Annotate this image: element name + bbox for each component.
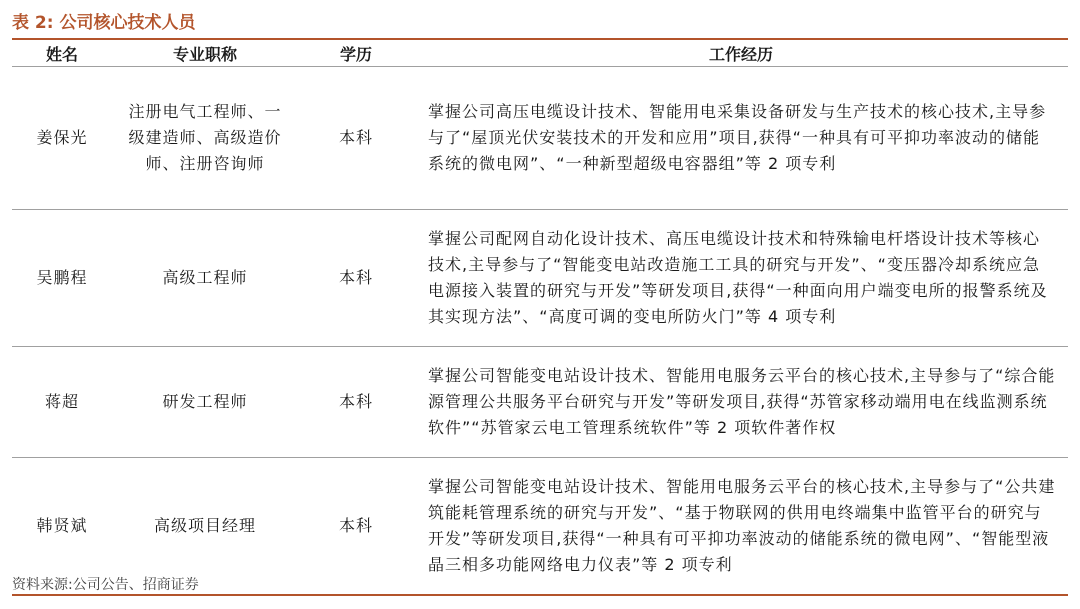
cell-name: 韩贤斌 (12, 458, 112, 596)
header-name: 姓名 (12, 40, 112, 67)
table-row (12, 347, 1068, 458)
header-education: 学历 (298, 40, 414, 67)
cell-experience: 掌握公司智能变电站设计技术、智能用电服务云平台的核心技术,主导参与了“综合能源管理公共服务平台研究与开发”等研发项目,获得“苏管家移动端用电在线监测系统软件”“苏管家云电工管理系统软件”等 2 项软件著作权 (414, 347, 1068, 458)
cell-education: 本科 (298, 67, 414, 210)
table-caption (12, 10, 195, 36)
cell-education: 本科 (298, 347, 414, 458)
cell-experience: 掌握公司智能变电站设计技术、智能用电服务云平台的核心技术,主导参与了“公共建筑能耗管理系统的研究与开发”、“基于物联网的供用电终端集中监管平台的研究与开发”等研发项目,获得“一种具有可平抑功率波动的储能系统的微电网”、“智能型液晶三相多功能网络电力仪表”等 2 项专利 (414, 458, 1068, 596)
source-note: 资料来源:公司公告、招商证券 (12, 577, 199, 593)
header-experience: 工作经历 (414, 40, 1068, 67)
caption-title: 公司核心技术人员 (59, 13, 196, 33)
cell-education: 本科 (298, 458, 414, 596)
cell-education: 本科 (298, 210, 414, 347)
header-title: 专业职称 (112, 40, 298, 67)
table-row (12, 210, 1068, 347)
cell-title: 注册电气工程师、一级建造师、高级造价师、注册咨询师 (112, 67, 298, 210)
cell-title: 高级项目经理 (112, 458, 298, 596)
table-header-row (12, 40, 1068, 67)
cell-experience: 掌握公司配网自动化设计技术、高压电缆设计技术和特殊输电杆塔设计技术等核心技术,主导参与了“智能变电站改造施工工具的研究与开发”、“变压器冷却系统应急电源接入装置的研究与开发”等研发项目,获得“一种面向用户端变电所的报警系统及其实现方法”、“高度可调的变电所防火门”等 4 项专利 (414, 210, 1068, 347)
caption-label: 表 2: (12, 13, 54, 33)
cell-name: 姜保光 (12, 67, 112, 210)
cell-name: 蒋超 (12, 347, 112, 458)
table-row (12, 67, 1068, 210)
core-staff-table (12, 40, 1068, 596)
cell-name: 吴鹏程 (12, 210, 112, 347)
cell-title: 研发工程师 (112, 347, 298, 458)
cell-title: 高级工程师 (112, 210, 298, 347)
cell-experience: 掌握公司高压电缆设计技术、智能用电采集设备研发与生产技术的核心技术,主导参与了“屋顶光伏安装技术的开发和应用”项目,获得“一种具有可平抑功率波动的储能系统的微电网”、“一种新型超级电容器组”等 2 项专利 (414, 67, 1068, 210)
